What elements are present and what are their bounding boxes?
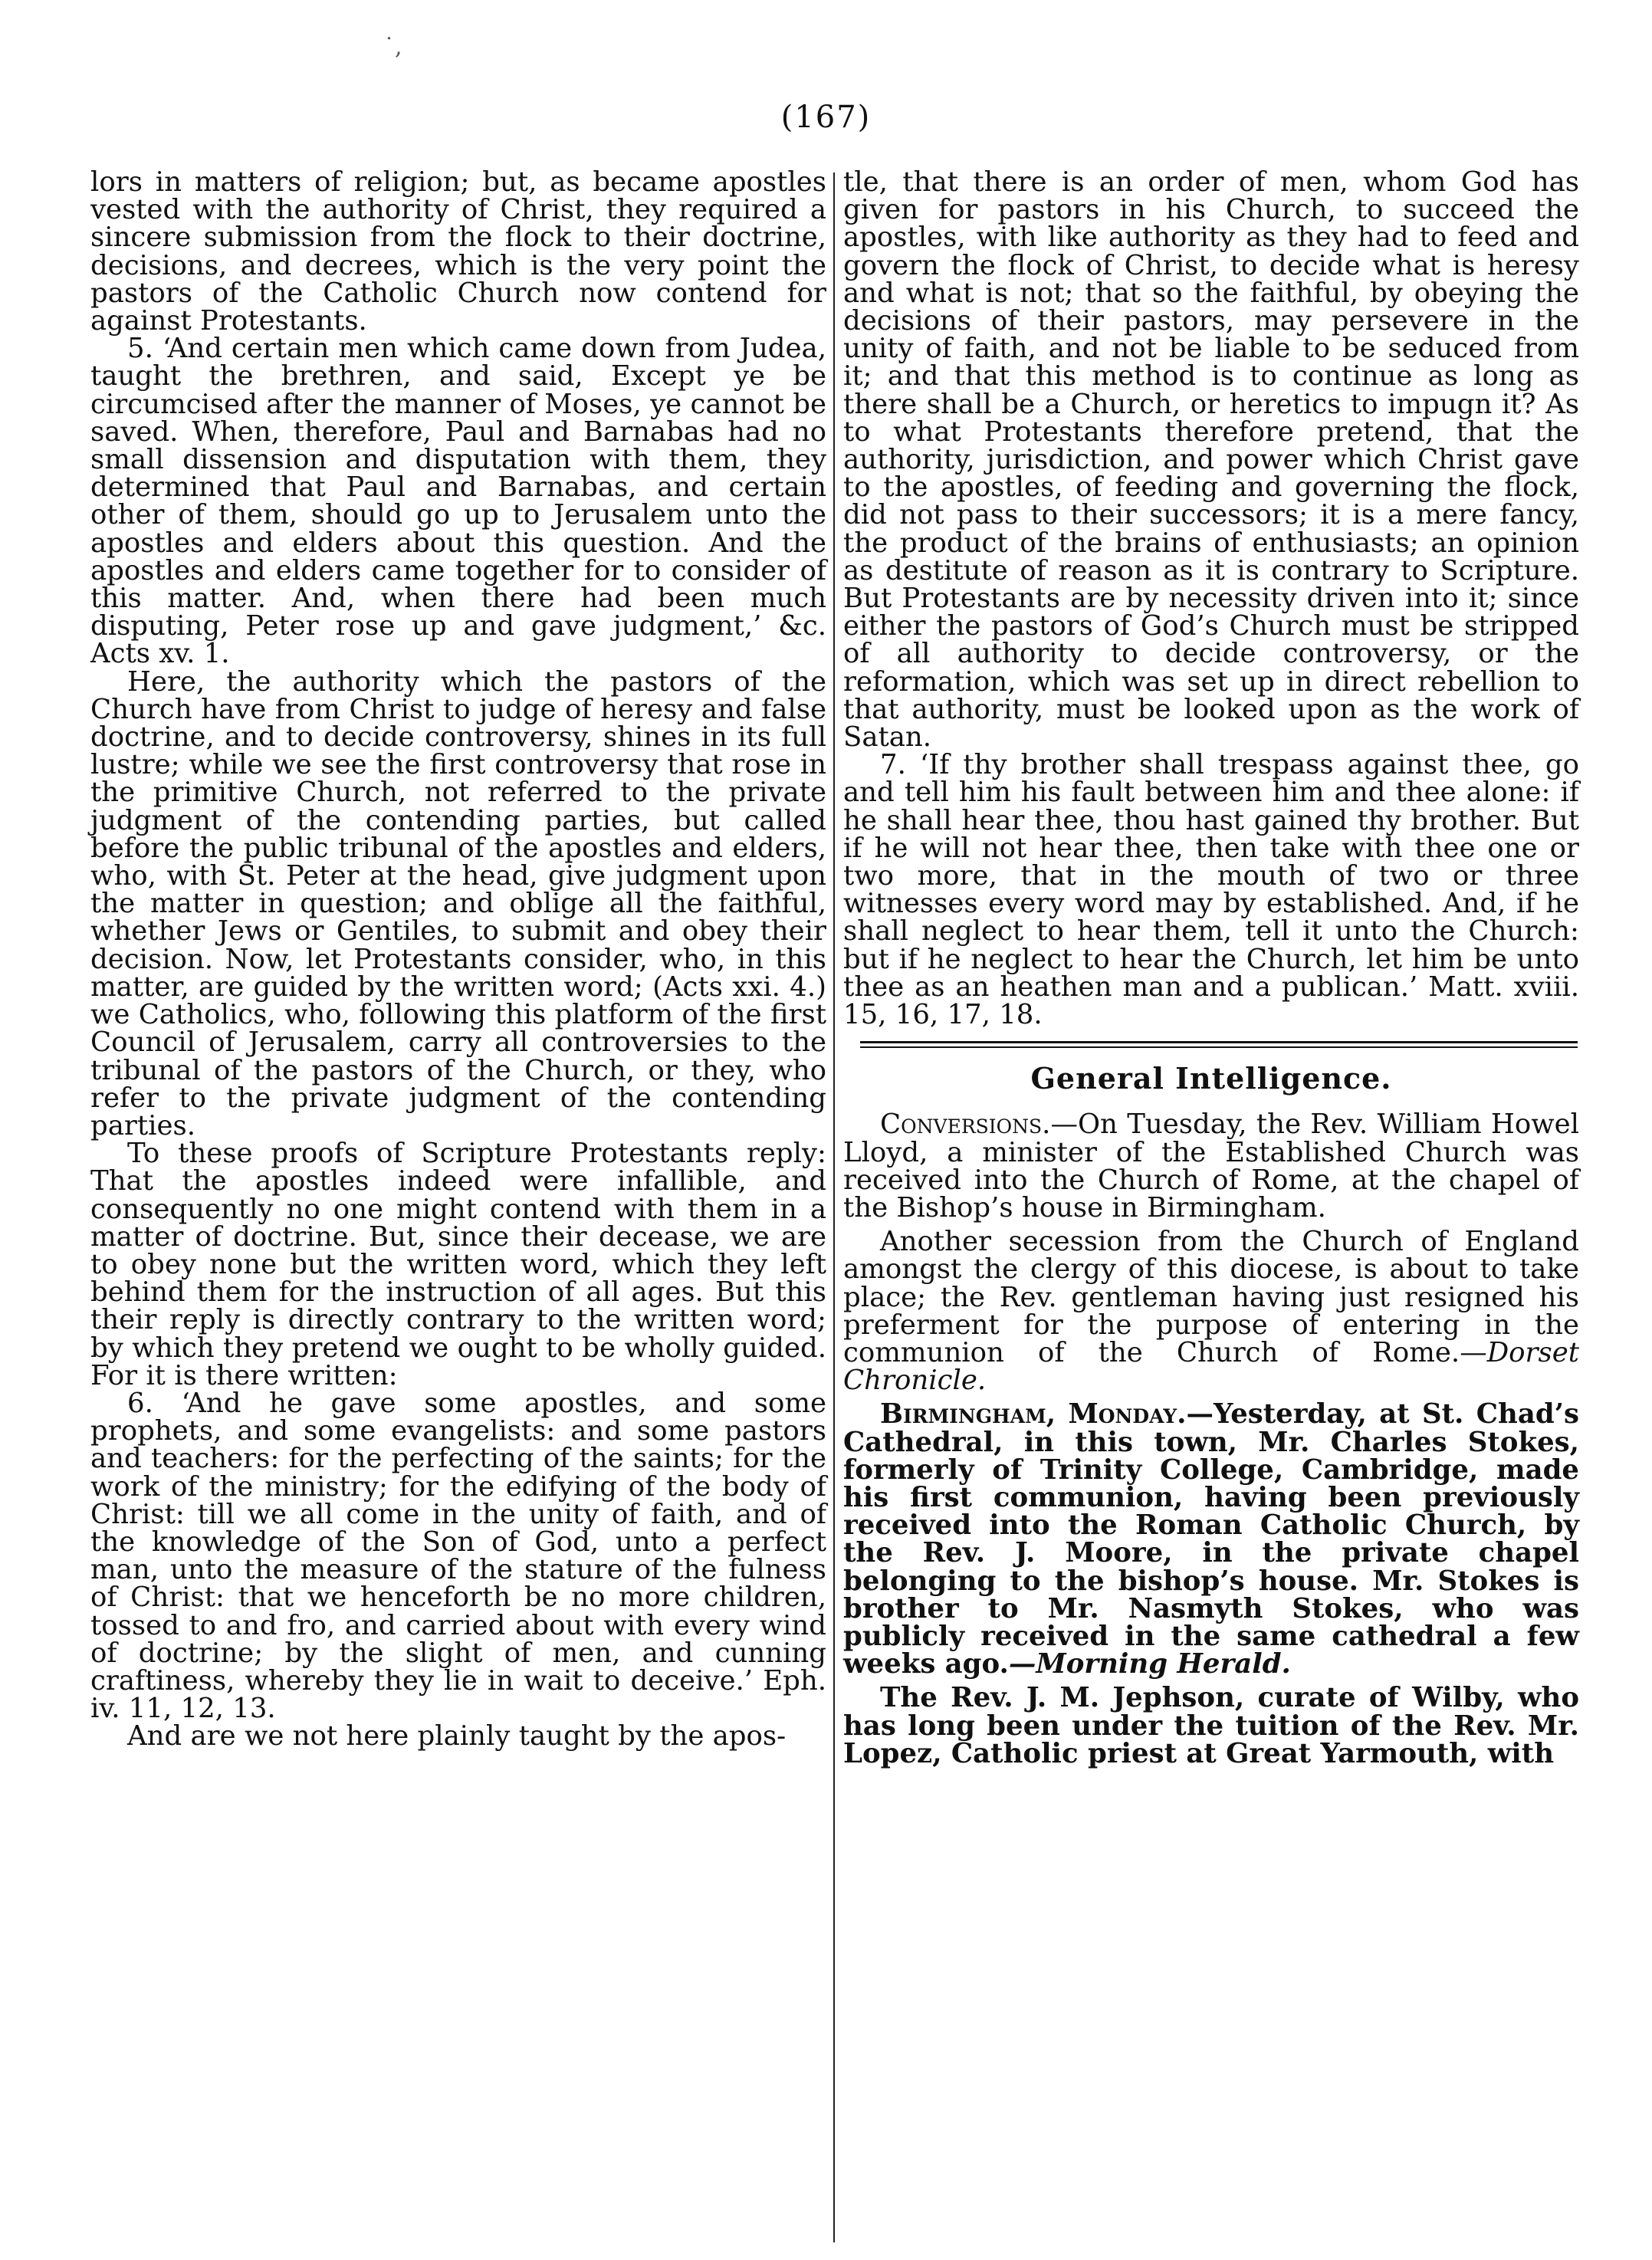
right-column xyxy=(843,166,1579,1769)
news-item-3 xyxy=(843,1398,1579,1680)
news-item-1-body: —On Tuesday, the Rev. William Howel Lloyd, a minister of the Established Church was received into the Church of Rome, at the chapel of the Bishop’s house in Birmingham. xyxy=(843,1109,1579,1224)
news-item-3-body: —Yesterday, at St. Chad’s Cathedral, in this town, Mr. Charles Stokes, formerly of Trinity College, Cambridge, made his first communion, having been previously received into the Roman Catholic Church, by the Rev. J. Moore, in the private chapel belonging to the bishop’s house. Mr. Stokes is brother to Mr. Nasmyth Stokes, who was publicly received in the same cathedral a few weeks ago. xyxy=(843,1398,1579,1680)
section-rule xyxy=(860,1041,1578,1048)
left-paragraph-5: 6. ‘And he gave some apostles, and some prophets, and some evangelists: and some pastors and teachers: for the perfecting of the saints; for the work of the ministry; for the edifying of the body of Christ: till we all come in the unity of faith, and of the knowledge of the Son of God, unto a perfect man, unto the measure of the stature of the fulness of Christ: that we henceforth be no more children, tossed to and fro, and carried about with every wind of doctrine; by the slight of men, and cunning craftiness, whereby they lie in wait to deceive.’ Eph. iv. 11, 12, 13. xyxy=(90,1387,826,1725)
news-item-1-lead: Conversions. xyxy=(880,1109,1051,1141)
left-paragraph-4: To these proofs of Scripture Protestants reply: That the apostles indeed were infallible, and consequently no one might contend with them in a matter of doctrine. But, since their decease, we are to obey none but the written word, which they left behind them for the instruction of all ages. But this their reply is directly contrary to the written word; by which they pretend we ought to be wholly guided. For it is there written: xyxy=(90,1138,826,1391)
left-column xyxy=(90,166,826,1752)
news-item-3-lead: Birmingham, Monday. xyxy=(880,1398,1187,1431)
news-item-4: The Rev. J. M. Jephson, curate of Wilby, who has long been under the tuition of the Rev. Mr. Lopez, Catholic priest at Great Yarmouth, with xyxy=(843,1682,1579,1769)
news-item-2 xyxy=(843,1226,1579,1397)
right-paragraph-2: 7. ‘If thy brother shall trespass against thee, go and tell him his fault between him and thee alone: if he shall hear thee, thou hast gained thy brother. But if he will not hear thee, then take with thee one or two more, that in the mouth of two or three witnesses every word may by established. And, if he shall neglect to hear them, tell it unto the Church: but if he neglect to hear the Church, let him be unto thee as an heathen man and a publican.’ Matt. xviii. 15, 16, 17, 18. xyxy=(843,749,1579,1031)
stray-mark: ˙, xyxy=(383,34,402,61)
right-paragraph-1: tle, that there is an order of men, whom God has given for pastors in his Church, to succeed the apostles, with like authority as they had to feed and govern the flock of Christ, to decide what is heresy and what is not; that so the faithful, by obeying the decisions of their pastors, may persevere in the unity of faith, and not be liable to be seduced from it; and that this method is to continue as long as there shall be a Church, or heretics to impugn it? As to what Protestants therefore pretend, that the authority, jurisdiction, and power which Christ gave to the apostles, of feeding and governing the flock, did not pass to their successors; it is a mere fancy, the product of the brains of enthusiasts; an opinion as destitute of reason as it is contrary to Scripture. But Protestants are by necessity driven into it; since either the pastors of God’s Church must be stripped of all authority to decide controversy, or the reformation, which was set up in direct rebellion to that authority, must be looked upon as the work of Satan. xyxy=(843,166,1579,754)
left-paragraph-6: And are we not here plainly taught by the apos- xyxy=(127,1720,787,1752)
news-item-3-source: —Morning Herald. xyxy=(1008,1648,1291,1680)
news-item-2-source: —Dorset Chronicle. xyxy=(843,1336,1579,1397)
section-title: General Intelligence. xyxy=(1030,1061,1392,1096)
news-item-1 xyxy=(843,1111,1579,1222)
left-paragraph-2: 5. ‘And certain men which came down from Judea, taught the brethren, and said, Except ye be circumcised after the manner of Moses, ye cannot be saved. When, therefore, Paul and Barnabas had no small dissension and disputation with them, they determined that Paul and Barnabas, and certain other of them, should go up to Jerusalem unto the apostles and elders about this question. And the apostles and elders came together for to consider of this matter. And, when there had been much disputing, Peter rose up and gave judgment,’ &c. Acts xv. 1. xyxy=(90,333,826,670)
page-number: (167) xyxy=(780,100,872,135)
column-divider xyxy=(833,172,835,2242)
news-item-2-body: Another secession from the Church of England amongst the clergy of this diocese, is about to take place; the Rev. gentleman having just resigned his preferment for the purpose of entering in the communion of the Church of Rome. xyxy=(843,1226,1579,1368)
left-paragraph-3: Here, the authority which the pastors of the Church have from Christ to judge of heresy and false doctrine, and to decide controversy, shines in its full lustre; while we see the first controversy that rose in the primitive Church, not referred to the private judgment of the contending parties, but called before the public tribunal of the apostles and elders, who, with St. Peter at the head, give judgment upon the matter in question; and oblige all the faithful, whether Jews or Gentiles, to submit and obey their decision. Now, let Protestants consider, who, in this matter, are guided by the written word; (Acts xxi. 4.) we Catholics, who, following this platform of the first Council of Jerusalem, carry all controversies to the tribunal of the pastors of the Church, or they, who refer to the private judgment of the contending parties. xyxy=(90,665,826,1141)
left-paragraph-1: lors in matters of religion; but, as became apostles vested with the authority of Christ, they required a sincere submission from the flock to their doctrine, decisions, and decrees, which is the very point the pastors of the Catholic Church now contend for against Protestants. xyxy=(90,166,826,337)
